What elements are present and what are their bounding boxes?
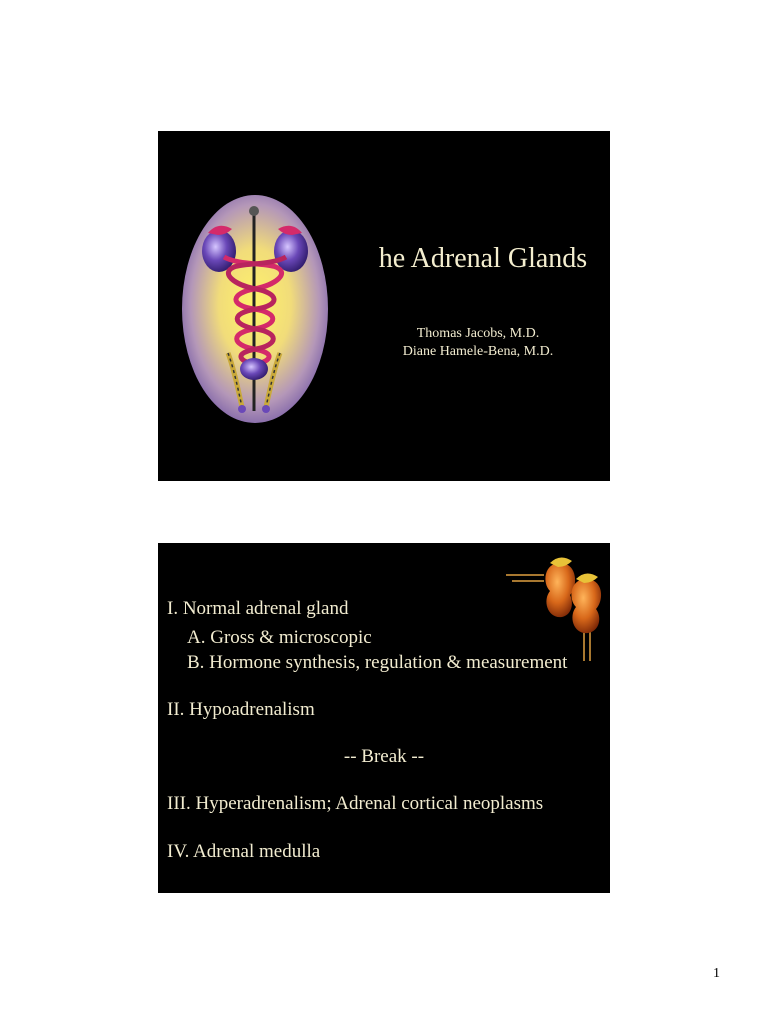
author-name: Thomas Jacobs, M.D. xyxy=(416,326,540,341)
outline-subitem: B. Hormone synthesis, regulation & measurement xyxy=(187,652,568,673)
title-slide xyxy=(158,131,610,481)
adrenal-caduceus-illustration xyxy=(180,193,330,425)
outline-break: -- Break -- xyxy=(343,746,425,767)
page-number: 1 xyxy=(713,966,720,981)
outline-slide xyxy=(158,543,610,893)
adrenal-glands-kidney-illustration xyxy=(504,549,610,665)
outline-item: IV. Adrenal medulla xyxy=(167,841,321,862)
author-name: Diane Hamele-Bena, M.D. xyxy=(402,344,554,359)
slide-title: he Adrenal Glands xyxy=(378,243,588,274)
outline-subitem: A. Gross & microscopic xyxy=(187,627,372,648)
outline-item: III. Hyperadrenalism; Adrenal cortical neoplasms xyxy=(167,793,544,814)
outline-item: II. Hypoadrenalism xyxy=(167,699,315,720)
outline-item: I. Normal adrenal gland xyxy=(167,598,349,619)
